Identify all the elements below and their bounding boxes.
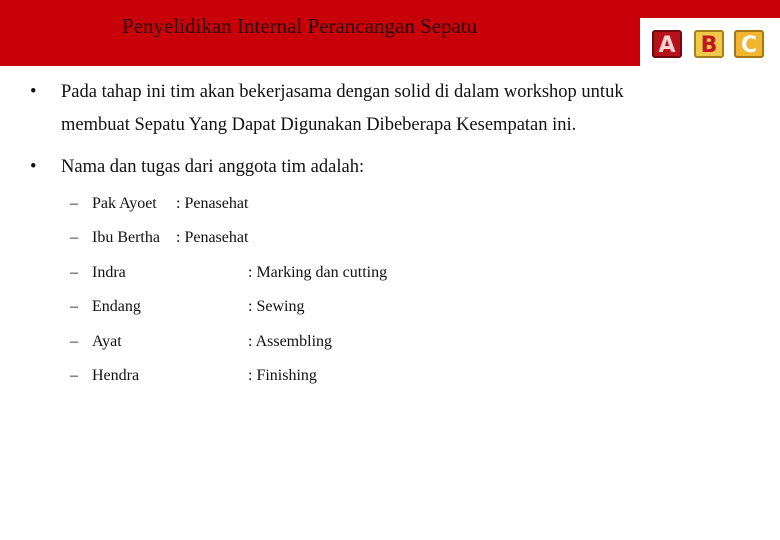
member-name: Ibu Bertha [92,229,160,246]
member-name: Hendra [92,367,140,384]
member-name: Endang [92,298,141,315]
member-name: Pak Ayoet [92,195,157,212]
bullet-marker: • [30,82,37,102]
member-name: Ayat [92,333,122,350]
bullet-text: Nama dan tugas dari anggota tim adalah: [61,157,365,177]
dash-marker: – [70,195,78,212]
member-role: : Assembling [248,333,333,350]
member-role: : Sewing [248,298,305,315]
dash-marker: – [70,367,78,384]
member-role: : Finishing [248,367,317,384]
slide-title: Penyelidikan Internal Perancangan Sepatu [122,14,478,38]
logo-block-c: C [734,30,764,58]
dash-marker: – [70,264,78,281]
member-name: Indra [92,264,126,281]
logo-block-b: B [694,30,724,58]
member-role: : Marking dan cutting [248,264,388,281]
dash-marker: – [70,298,78,315]
dash-marker: – [70,333,78,350]
abc-logo [640,18,780,66]
member-role: : Penasehat [176,229,249,246]
bullet-text: Pada tahap ini tim akan bekerjasama dengan solid di dalam workshop untuk [61,82,624,102]
bullet-continuation: membuat Sepatu Yang Dapat Digunakan Dibeberapa Kesempatan ini. [61,115,577,135]
member-role: : Penasehat [176,195,249,212]
dash-marker: – [70,229,78,246]
logo-block-a: A [652,30,682,58]
bullet-marker: • [30,157,37,177]
